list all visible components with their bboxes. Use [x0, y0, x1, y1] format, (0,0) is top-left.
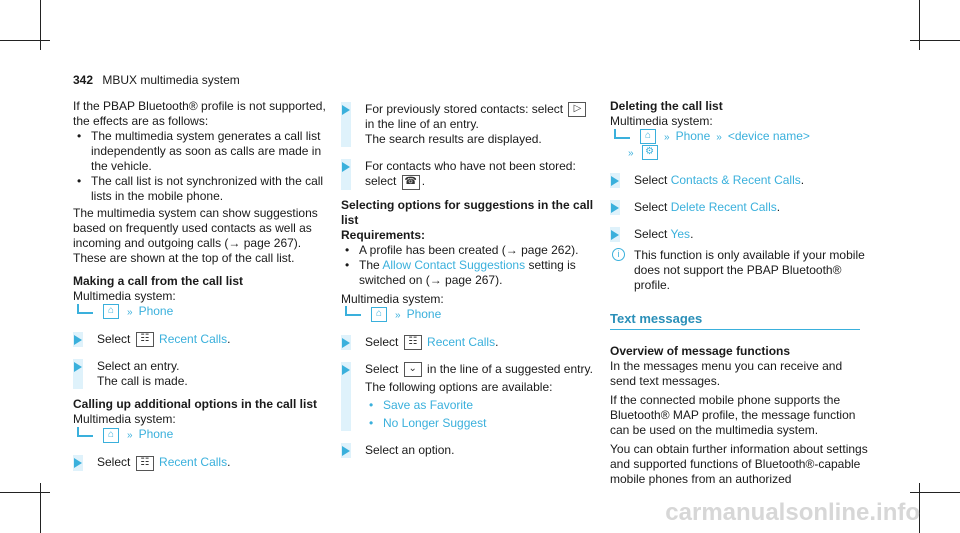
contacts-recent-calls-link[interactable]: Contacts & Recent Calls — [670, 173, 801, 187]
step-text: in the line of an entry. — [365, 117, 479, 132]
requirements-label: Requirements: — [341, 227, 426, 242]
arrow-icon — [345, 306, 361, 316]
crop-mark — [910, 492, 960, 493]
menu-path — [610, 129, 868, 145]
heading: Selecting options for suggestions in the call list — [341, 197, 594, 227]
paragraph: If the connected mobile phone supports the Bluetooth® MAP profile, the message function can be used on the multimedia system. — [610, 393, 856, 437]
heading: Overview of message functions — [610, 344, 791, 358]
home-icon: ⌂ — [371, 307, 387, 322]
gear-icon[interactable]: ⚙ — [642, 145, 658, 160]
chevrons-icon: » — [664, 132, 670, 143]
step-result: The search results are displayed. — [365, 132, 542, 147]
label: Multimedia system: — [610, 114, 713, 128]
step-text: in the line of a suggested entry. — [427, 361, 593, 376]
recent-calls-link[interactable]: Recent Calls — [427, 334, 496, 349]
step — [610, 173, 868, 188]
paragraph: In the messages menu you can receive and send text messages. — [610, 359, 843, 388]
crop-mark — [0, 492, 50, 493]
yes-link[interactable]: Yes — [670, 227, 691, 241]
step-text: Select — [634, 227, 668, 241]
crop-mark — [919, 0, 920, 50]
list-item: • The multimedia system generates a call list independently as soon as calls are made in the vehicle. — [73, 129, 328, 174]
list-item: • A profile has been created (→ page 262). — [341, 243, 599, 258]
chevrons-icon: » — [395, 309, 401, 321]
menu-phone[interactable]: Phone — [138, 304, 174, 318]
step-text: Select — [634, 173, 668, 187]
menu-phone[interactable]: Phone — [675, 129, 711, 143]
arrow-icon — [614, 129, 630, 139]
chevrons-icon: » — [127, 430, 133, 442]
step-icon — [341, 335, 351, 350]
step — [341, 362, 599, 431]
menu-phone[interactable]: Phone — [406, 306, 442, 321]
step-icon — [73, 359, 83, 389]
chevrons-icon: » — [716, 132, 722, 143]
expand-down-icon: ⌄ — [404, 362, 422, 377]
recent-calls-link[interactable]: Recent Calls — [159, 455, 228, 470]
page-number: 342 — [73, 73, 94, 87]
list-item: • The call list is not synchronized with the call lists in the mobile phone. — [73, 174, 328, 204]
step — [610, 200, 868, 215]
step-icon — [610, 227, 620, 242]
step-text: . — [495, 334, 499, 349]
step-text: Select — [365, 361, 399, 376]
arrow-icon — [77, 304, 93, 314]
step-text: Select — [97, 332, 131, 346]
column-left — [73, 99, 328, 471]
label: Multimedia system: — [73, 412, 176, 427]
crop-mark — [40, 0, 41, 50]
menu-path — [73, 427, 328, 443]
step — [73, 359, 328, 389]
paragraph: The multimedia system can show suggestions based on frequently used contacts as well as incoming and outgoing calls (→ page 267). These are shown at the top of the call list. — [73, 206, 318, 265]
home-icon: ⌂ — [103, 304, 119, 319]
step-text: Select — [634, 200, 668, 214]
step — [610, 227, 868, 242]
recent-calls-icon: ☷ — [404, 335, 422, 350]
crop-mark — [0, 40, 50, 41]
delete-recent-calls-link[interactable]: Delete Recent Calls — [670, 200, 777, 214]
menu-phone[interactable]: Phone — [138, 427, 174, 442]
step — [341, 335, 599, 350]
list-item — [341, 258, 599, 288]
list-text: setting is switched on (→ page 267). — [359, 257, 576, 287]
section-title: Text messages — [610, 311, 860, 330]
next-icon: ▷ — [568, 102, 586, 117]
step-text: Select an option. — [365, 443, 455, 458]
step-text: Select — [97, 455, 131, 470]
step — [73, 455, 328, 470]
menu-path — [341, 307, 599, 323]
page-title: MBUX multimedia system — [102, 73, 240, 87]
column-middle — [341, 102, 599, 458]
recent-calls-icon: ☷ — [136, 456, 154, 471]
step-icon — [610, 173, 620, 188]
info-note — [610, 248, 868, 293]
step-text: For contacts who have not been stored: select — [365, 159, 576, 189]
step-text: . — [776, 200, 781, 214]
option-no-longer-suggest[interactable]: • No Longer Suggest — [365, 416, 599, 431]
info-text: This function is only available if your mobile does not support the PBAP Bluetooth® profile. — [634, 248, 865, 292]
step-icon — [73, 455, 83, 470]
phone-icon: ☎ — [402, 175, 420, 190]
step-text: . — [800, 173, 805, 187]
step-icon — [610, 200, 620, 215]
step — [341, 443, 599, 458]
info-icon: i — [612, 248, 625, 261]
paragraph: You can obtain further information about settings and supported functions of Bluetooth®-capable mobile phones from an authorized — [610, 442, 868, 486]
step-result: The call is made. — [97, 374, 188, 389]
step-text: . — [421, 174, 426, 189]
column-right — [610, 99, 868, 487]
step-text: . — [227, 332, 231, 346]
heading: Making a call from the call list — [73, 274, 244, 288]
step-text: Select an entry. — [97, 359, 180, 374]
menu-device-name[interactable]: <device name> — [727, 129, 810, 143]
paragraph: If the PBAP Bluetooth® profile is not supported, the effects are as follows: — [73, 99, 326, 128]
home-icon: ⌂ — [103, 428, 119, 443]
menu-path — [73, 304, 328, 320]
watermark: carmanualsonline.info — [665, 499, 920, 526]
label: Multimedia system: — [73, 289, 176, 303]
arrow-icon — [77, 427, 93, 437]
page-header — [73, 73, 240, 87]
recent-calls-link[interactable]: Recent Calls — [159, 332, 228, 346]
step-icon — [341, 443, 351, 458]
crop-mark — [40, 483, 41, 533]
heading: Calling up additional options in the call list — [73, 397, 318, 412]
step-icon — [73, 332, 83, 347]
chevrons-icon: » — [127, 307, 133, 318]
step-icon — [341, 102, 351, 147]
step-icon — [341, 159, 351, 189]
step-text: . — [690, 227, 694, 241]
home-icon: ⌂ — [640, 129, 656, 144]
step-text: . — [227, 455, 231, 470]
allow-contact-suggestions-link[interactable]: Allow Contact Suggestions — [382, 257, 526, 272]
option-save-as-favorite[interactable]: • Save as Favorite — [365, 398, 599, 413]
list-text: The — [359, 257, 380, 272]
step-icon — [341, 362, 351, 431]
crop-mark — [910, 40, 960, 41]
step — [341, 159, 599, 189]
chevrons-icon: » — [628, 148, 634, 159]
step-text: For previously stored contacts: select — [365, 102, 564, 116]
step — [341, 102, 599, 147]
step-result: The following options are available: — [365, 380, 553, 395]
label: Multimedia system: — [341, 291, 444, 306]
menu-path — [610, 145, 868, 161]
recent-calls-icon: ☷ — [136, 332, 154, 347]
step — [73, 332, 328, 347]
step-text: Select — [365, 334, 399, 349]
heading: Deleting the call list — [610, 99, 723, 113]
